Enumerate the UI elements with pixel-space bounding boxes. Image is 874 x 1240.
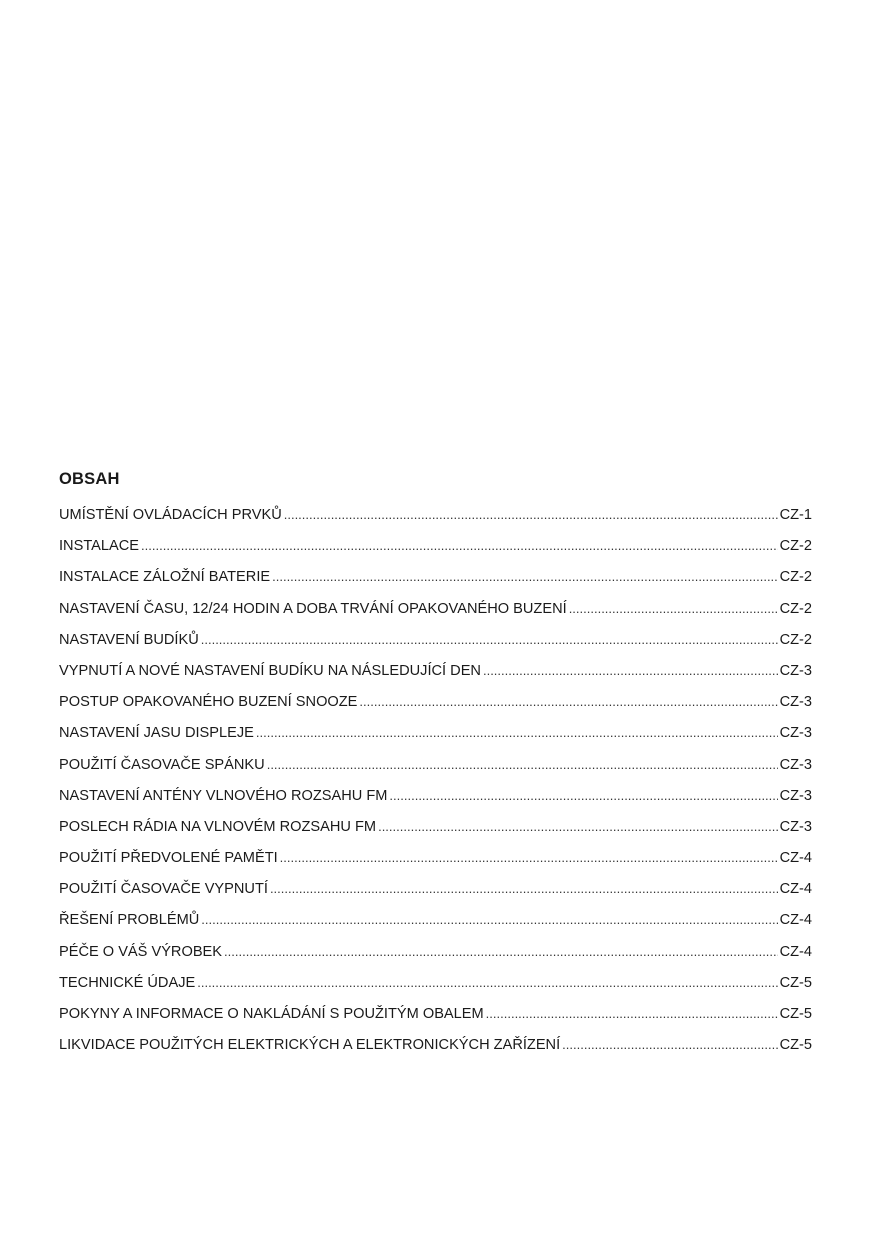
toc-entry-label: POUŽITÍ PŘEDVOLENÉ PAMĚTI: [59, 850, 278, 867]
toc-entry: [59, 811, 812, 842]
toc-entry-page: CZ-3: [779, 787, 812, 804]
dot-leader: [569, 593, 778, 624]
dot-leader: [486, 998, 778, 1029]
toc-entry: [59, 873, 812, 904]
toc-entry-label: POSTUP OPAKOVANÉHO BUZENÍ SNOOZE: [59, 694, 358, 711]
toc-entry: [59, 998, 812, 1029]
dot-leader: [270, 873, 778, 904]
toc-entry-page: CZ-2: [779, 600, 812, 617]
toc-entry-label: NASTAVENÍ ČASU, 12/24 HODIN A DOBA TRVÁNÍ OPAKOVANÉHO BUZENÍ: [59, 600, 567, 617]
toc-entry: [59, 530, 812, 561]
toc-entry-page: CZ-2: [779, 569, 812, 586]
toc-entry-page: CZ-2: [779, 631, 812, 648]
toc-entry-label: TECHNICKÉ ÚDAJE: [59, 974, 196, 991]
toc-entry: [59, 936, 812, 967]
toc-entry-page: CZ-5: [779, 1006, 812, 1022]
toc-entry-label: POSLECH RÁDIA NA VLNOVÉM ROZSAHU FM: [59, 818, 377, 835]
toc-entry-label: NASTAVENÍ JASU DISPLEJE: [59, 725, 254, 742]
toc-entry-label: POUŽITÍ ČASOVAČE VYPNUTÍ: [59, 881, 268, 898]
toc-entry: [59, 624, 812, 655]
toc-entry-label: UMÍSTĚNÍ OVLÁDACÍCH PRVKŮ: [59, 507, 282, 523]
dot-leader: [359, 686, 777, 717]
dot-leader: [201, 624, 778, 655]
toc-entry: [59, 655, 812, 686]
dot-leader: [197, 967, 777, 998]
toc-entry-page: CZ-3: [779, 694, 812, 711]
toc-entry-page: CZ-4: [779, 881, 812, 898]
dot-leader: [201, 904, 777, 935]
toc-entry-label: LIKVIDACE POUŽITÝCH ELEKTRICKÝCH A ELEKTRONICKÝCH ZAŘÍZENÍ: [59, 1037, 561, 1054]
toc-entry: [59, 686, 812, 717]
toc-entry: [59, 780, 812, 811]
toc-entry-page: CZ-1: [779, 507, 812, 523]
toc-entry: [59, 842, 812, 873]
toc-entry: [59, 499, 812, 530]
toc-entry-page: CZ-3: [779, 818, 812, 835]
toc-entry: [59, 1029, 812, 1060]
toc-entry: [59, 717, 812, 748]
dot-leader: [141, 530, 778, 561]
toc-list: [59, 499, 812, 1060]
toc-entry-label: NASTAVENÍ ANTÉNY VLNOVÉHO ROZSAHU FM: [59, 787, 388, 804]
toc-entry-page: CZ-5: [779, 1037, 812, 1054]
toc-entry: [59, 561, 812, 592]
toc-entry-label: INSTALACE ZÁLOŽNÍ BATERIE: [59, 569, 271, 586]
toc-entry: [59, 967, 812, 998]
dot-leader: [483, 655, 778, 686]
toc-entry-label: PÉČE O VÁŠ VÝROBEK: [59, 943, 223, 960]
toc-entry-page: CZ-4: [779, 850, 812, 867]
toc-entry-page: CZ-4: [779, 912, 812, 929]
dot-leader: [224, 936, 778, 967]
toc-entry-label: ŘEŠENÍ PROBLÉMŮ: [59, 912, 200, 929]
toc-entry-page: CZ-4: [779, 943, 812, 960]
dot-leader: [267, 749, 778, 780]
dot-leader: [256, 717, 778, 748]
dot-leader: [284, 499, 778, 530]
dot-leader: [389, 780, 777, 811]
toc-title: OBSAH: [59, 470, 120, 488]
toc-entry-label: POUŽITÍ ČASOVAČE SPÁNKU: [59, 756, 265, 773]
table-of-contents: [59, 468, 812, 1060]
dot-leader: [378, 811, 777, 842]
toc-entry: [59, 904, 812, 935]
toc-entry-page: CZ-2: [779, 538, 812, 555]
toc-entry-label: INSTALACE: [59, 538, 140, 555]
toc-entry: [59, 593, 812, 624]
toc-entry-page: CZ-3: [779, 756, 812, 773]
dot-leader: [280, 842, 778, 873]
dot-leader: [562, 1029, 777, 1060]
toc-entry-label: NASTAVENÍ BUDÍKŮ: [59, 631, 199, 648]
toc-entry-label: VYPNUTÍ A NOVÉ NASTAVENÍ BUDÍKU NA NÁSLEDUJÍCÍ DEN: [59, 662, 481, 679]
toc-entry: [59, 749, 812, 780]
toc-entry-page: CZ-5: [779, 974, 812, 991]
toc-entry-label: POKYNY A INFORMACE O NAKLÁDÁNÍ S POUŽITÝM OBALEM: [59, 1006, 484, 1022]
dot-leader: [272, 561, 777, 592]
toc-entry-page: CZ-3: [779, 725, 812, 742]
toc-entry-page: CZ-3: [779, 662, 812, 679]
